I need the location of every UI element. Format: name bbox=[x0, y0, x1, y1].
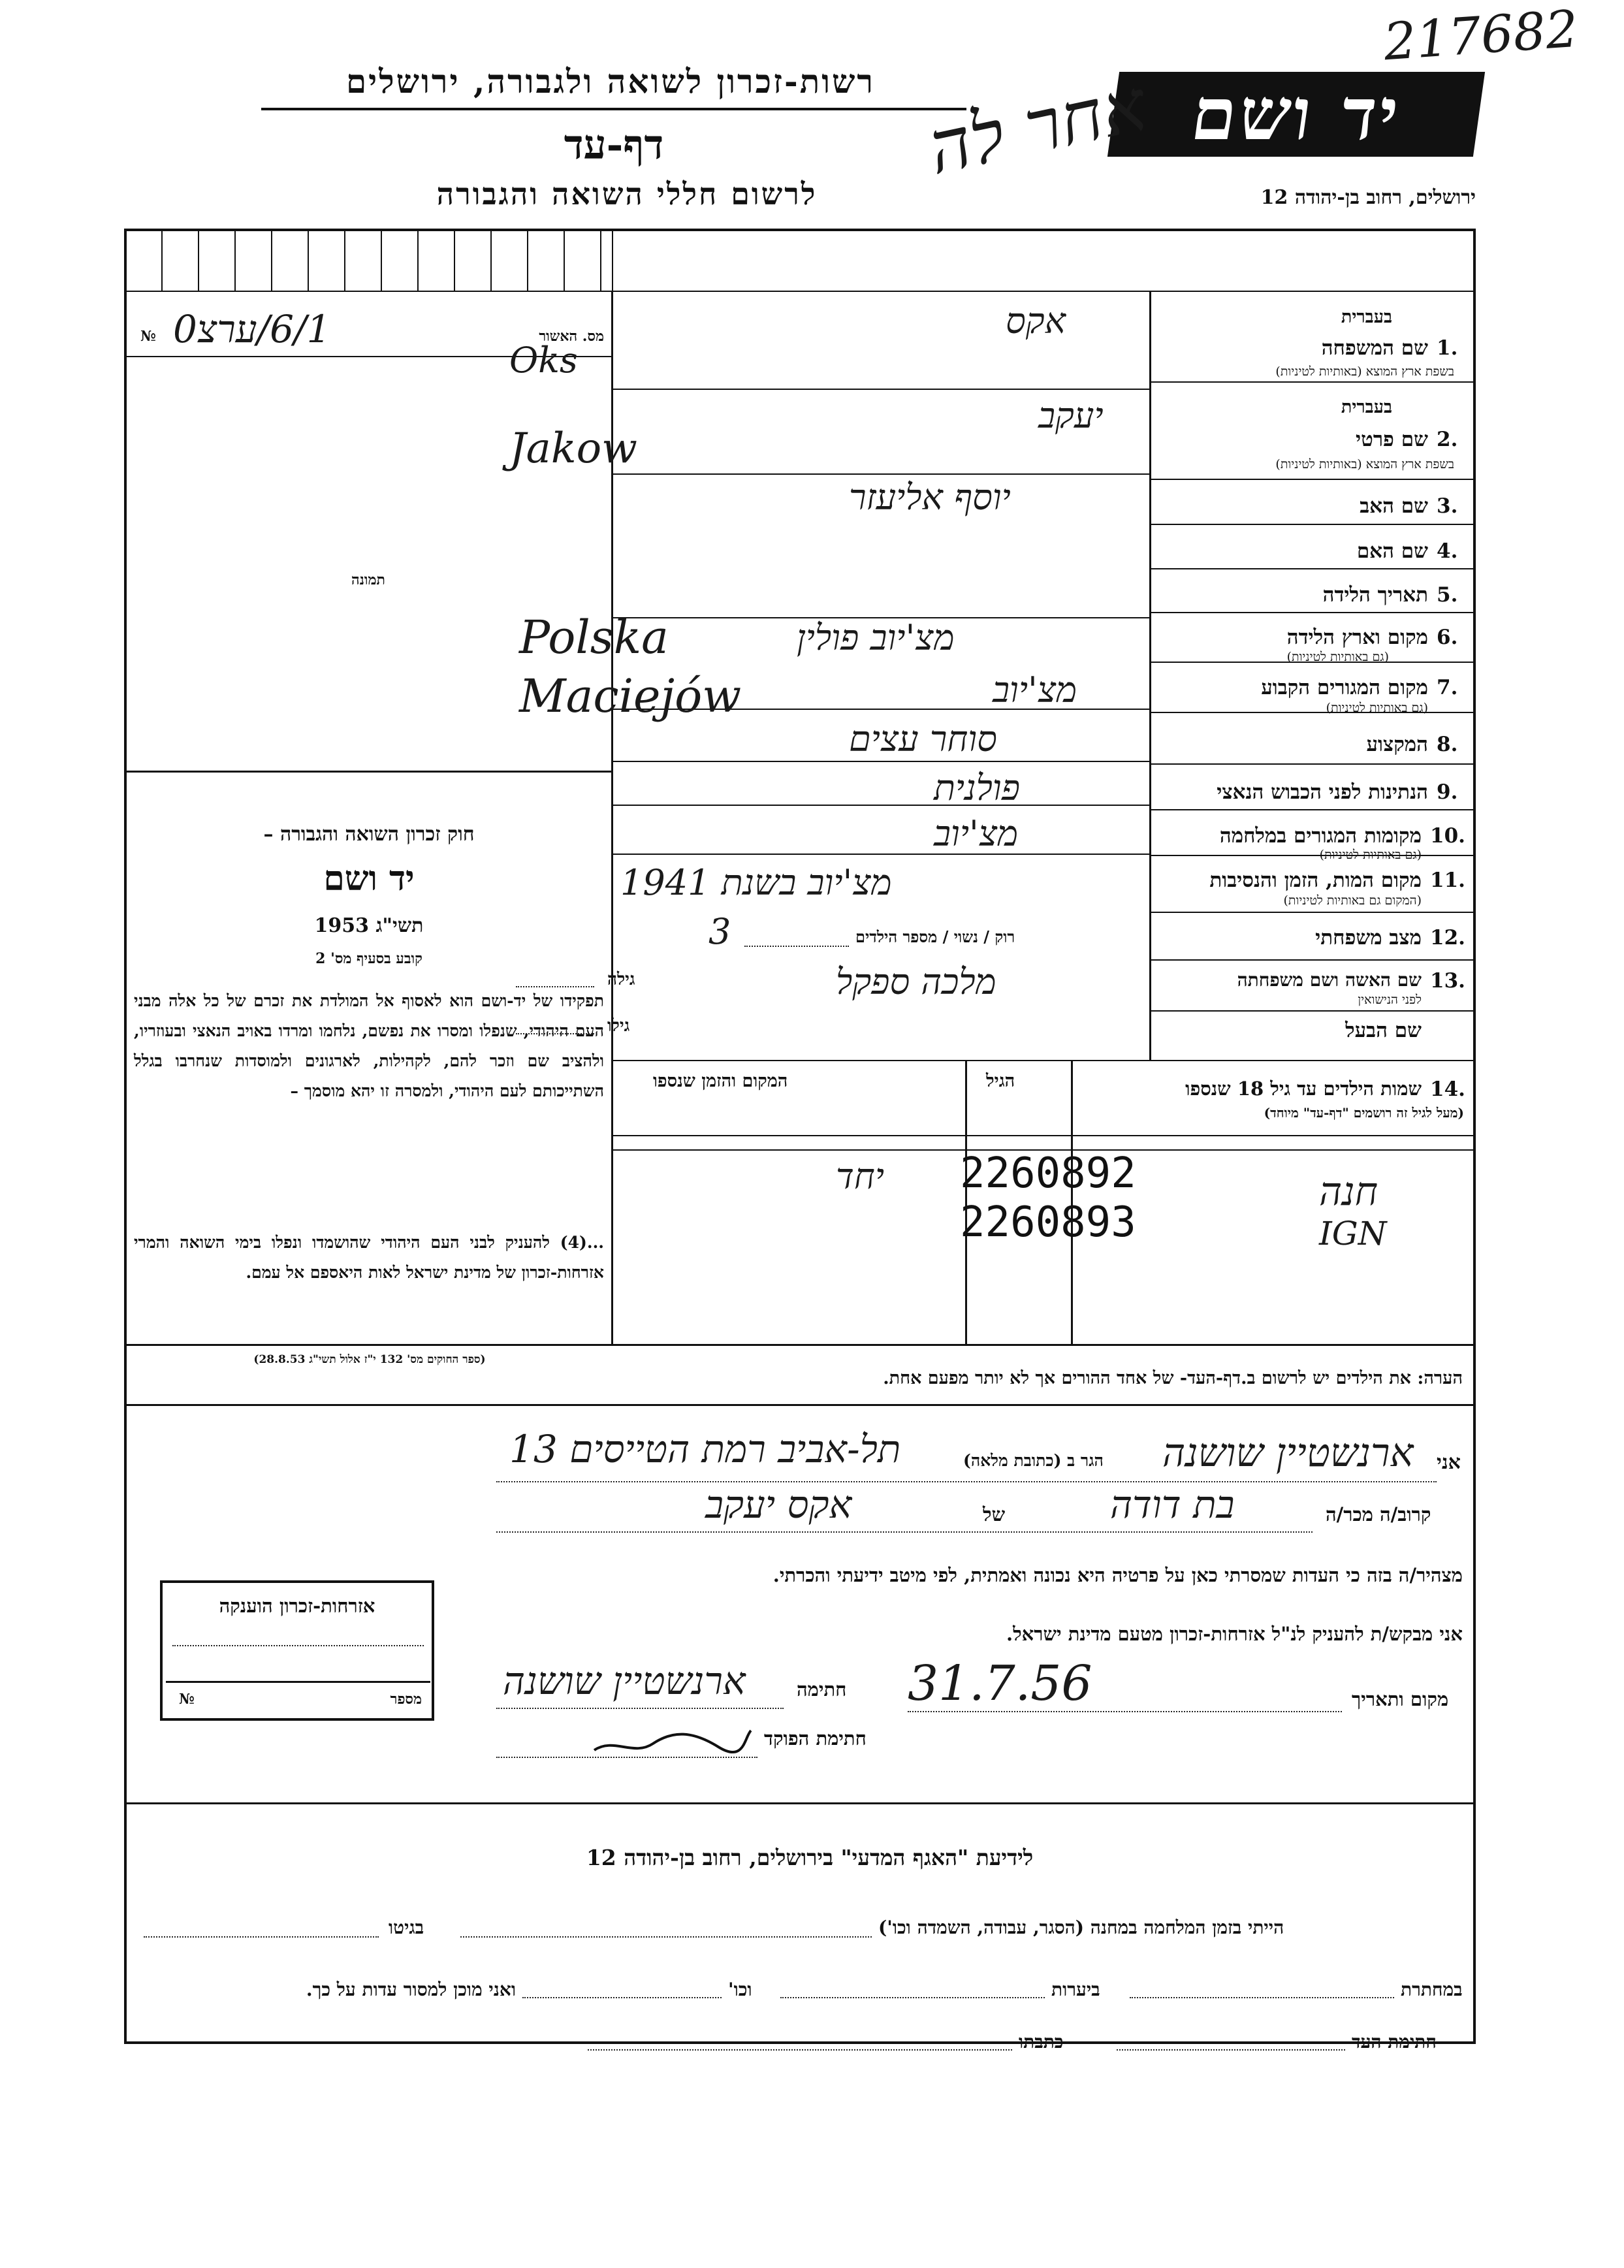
field-1-value-he: אקס bbox=[1006, 300, 1066, 342]
declaration-request: אני מבקש/ת להעניק לנ"ל אזרחות-זכרון מטעם מדינת ישראל. bbox=[1006, 1623, 1463, 1645]
witness-signature-label: חתימת העד bbox=[1352, 2031, 1437, 2052]
approval-no-label: № bbox=[140, 328, 156, 345]
field-1-hebrew-tag: בעברית bbox=[1341, 307, 1392, 327]
field-3-label: שם האב bbox=[1360, 494, 1428, 518]
citizenship-title: אזרחות-זכרון הוענקה bbox=[219, 1595, 375, 1617]
field-6-label: מקום וארץ הלידה bbox=[1286, 626, 1428, 649]
husband-label: שם הבעל bbox=[1345, 1019, 1422, 1042]
field-2-sub: בשפת ארץ המוצא (באותיות לטיניות) bbox=[1275, 457, 1454, 471]
field-7-value-he: מצ'יוב bbox=[993, 669, 1077, 711]
field-1-number: 1. bbox=[1437, 336, 1458, 360]
form-title: דף-עד bbox=[564, 121, 664, 168]
relation-value: בת דודה bbox=[1110, 1482, 1235, 1527]
field-13-age-label: גילה bbox=[607, 970, 635, 989]
field-1-sub: בשפת ארץ המוצא (באותיות לטיניות) bbox=[1275, 364, 1454, 379]
field-12-status-options: רוק / נשוי / מספר הילדים bbox=[855, 927, 1015, 946]
form-subtitle: לרשום חללי השואה והגבורה bbox=[436, 176, 818, 212]
field-10-label: מקומות המגורים במלחמה bbox=[1219, 824, 1422, 848]
citizenship-box bbox=[160, 1580, 434, 1721]
field-6-sub: (גם באותיות לטיניות) bbox=[1286, 650, 1389, 664]
footer-ready: ואני מוכן למסור עדות על כך. bbox=[306, 1979, 516, 2000]
field-9-value: פולנית bbox=[934, 767, 1021, 808]
place-date-label: מקום ותאריך bbox=[1352, 1688, 1449, 1710]
approval-value: 6/1/ערצ0 bbox=[173, 307, 331, 351]
child-1-ref: 2260892 bbox=[960, 1149, 1136, 1198]
field-1-value-latin: Oks bbox=[509, 340, 578, 381]
declaration-statement: מצהיר/ה בזה כי העדות שמסרתי כאן על פרטיה היא נכונה ואמתית, לפי מיטב ידיעתי והכרתי. bbox=[772, 1564, 1463, 1586]
field-1-label: שם המשפחה bbox=[1321, 336, 1428, 360]
child-1-place: יחד bbox=[836, 1156, 884, 1197]
field-8-number: 8. bbox=[1437, 733, 1458, 756]
field-8-label: המקצוע bbox=[1366, 733, 1428, 756]
footer-ghetto: בגיטו bbox=[389, 1917, 424, 1938]
declarant-resides: הגר ב (כתובת מלאה) bbox=[963, 1451, 1104, 1470]
law-clause: קובע בסעיף מס' 2 bbox=[315, 950, 422, 967]
archive-number: 217682 bbox=[1382, 0, 1580, 72]
field-11-sub: (המקום גם באותיות לטיניות) bbox=[1283, 893, 1422, 908]
field-9-number: 9. bbox=[1437, 780, 1458, 804]
field-3-value: יוסף אליעזר bbox=[849, 477, 1011, 518]
handwritten-note: אחר לה bbox=[921, 63, 1153, 191]
yad-vashem-logo bbox=[1107, 72, 1485, 157]
footer-hiding: במחתרת bbox=[1401, 1979, 1463, 2000]
children-sub: (מעל לגיל זה רושמים "דף-עד" מיוחד) bbox=[1264, 1105, 1464, 1121]
of-value: אקס יעקב bbox=[705, 1482, 852, 1527]
field-7-value-latin: Maciejów bbox=[519, 669, 742, 723]
field-7-label: מקום המגורים הקבוע bbox=[1261, 676, 1428, 699]
field-13-label: שם האשה ושם משפחתה bbox=[1237, 969, 1422, 991]
field-13-value: מלכה ספקל bbox=[836, 961, 996, 1002]
field-2-label: שם פרטי bbox=[1355, 428, 1428, 451]
field-11-number: 11. bbox=[1430, 869, 1465, 892]
field-2-value-he: יעקב bbox=[1038, 395, 1104, 436]
field-5-number: 5. bbox=[1437, 583, 1458, 607]
children-number: 14. bbox=[1430, 1078, 1465, 1101]
footer-etc: וכו' bbox=[728, 1979, 752, 2000]
field-13-number: 13. bbox=[1430, 969, 1465, 993]
law-text: תפקידו של יד-ושם הוא לאסוף אל המולדת את זכרם של כל אלה מבני העם היהודי, שנפלו ומסרו את נפשם, נלחמו ומרדו באויב הנאצי ובעוזריו, ולהציב שם וזכר להם, לקהילות, לארגונים ולמוסדות שנחרבו בגלל השתייכותם לעם היהודי, ולמסרה זו יהא מוסמך – bbox=[134, 991, 604, 1100]
approval-label: מס. האשור bbox=[539, 328, 604, 345]
field-11-label: מקום המות, הזמן והנסיבות bbox=[1209, 869, 1422, 892]
field-12-label: מצב משפחתי bbox=[1315, 926, 1422, 950]
field-2-hebrew-tag: בעברית bbox=[1341, 397, 1392, 417]
field-6-value-latin: Polska bbox=[519, 611, 669, 664]
footer-forests: ביערות bbox=[1051, 1979, 1100, 2000]
field-8-value: סוחר עצים bbox=[849, 718, 997, 759]
field-7-number: 7. bbox=[1437, 676, 1458, 699]
signature-label: חתימה bbox=[797, 1678, 847, 1701]
field-13-sub: לפני הנישואין bbox=[1358, 993, 1422, 1007]
husband-age-label: גילו bbox=[607, 1016, 630, 1036]
declarant-name: ארנשטיין שושנה bbox=[1162, 1430, 1414, 1476]
field-3-number: 3. bbox=[1437, 494, 1458, 518]
logo-text: יד ושם bbox=[1186, 72, 1407, 156]
official-signature-label: חתימת הפוקד bbox=[764, 1727, 867, 1749]
field-10-sub: (גם באותיות לטיניות) bbox=[1319, 848, 1422, 862]
witness-address-label: כתבתו bbox=[1019, 2031, 1064, 2052]
footer-title: לידיעת "האגף המדעי" בירושלים, רחוב בן-יהודה 12 bbox=[586, 1845, 1034, 1870]
citizenship-number-label: מספר bbox=[390, 1691, 422, 1708]
field-6-value-he: מצ'יוב פולין bbox=[797, 617, 955, 658]
official-signature bbox=[588, 1711, 757, 1763]
child-2-ref: 2260893 bbox=[960, 1198, 1136, 1247]
field-4-label: שם האם bbox=[1356, 539, 1428, 563]
of-label: של bbox=[983, 1503, 1006, 1525]
age-header: הגיל bbox=[986, 1071, 1015, 1091]
child-1-name: חנה bbox=[1319, 1169, 1378, 1215]
field-10-number: 10. bbox=[1430, 824, 1465, 848]
signature-value: ארנשטיין שושנה bbox=[503, 1659, 746, 1703]
field-2-value-latin: Jakow bbox=[509, 424, 637, 473]
field-11-value: מצ'יוב בשנת 1941 bbox=[620, 862, 892, 903]
citizenship-no-label: № bbox=[179, 1691, 195, 1708]
note-text: הערה: את הילדים יש לרשום ב.דף-העד- של אחד ההורים אך לא יותר מפעם אחת. bbox=[883, 1368, 1463, 1388]
field-5-label: תאריך הלידה bbox=[1322, 583, 1428, 607]
law-year: תשי"ג 1953 bbox=[314, 914, 424, 937]
law-name: יד ושם bbox=[323, 859, 415, 899]
law-title: חוק זכרון השואה והגבורה – bbox=[263, 823, 475, 846]
relation-label: קרוב/ה מכר/ה bbox=[1326, 1503, 1431, 1525]
footer-camp-line: הייתי בזמן המלחמה במחנה (הסגר, עבודה, השמדה וכו') bbox=[878, 1917, 1284, 1938]
field-2-number: 2. bbox=[1437, 428, 1458, 451]
photo-label: תמונה bbox=[351, 571, 385, 588]
field-6-number: 6. bbox=[1437, 626, 1458, 649]
law-reference: (ספר החוקים מס' 132 י"ז אלול תשי"ג 28.8.53) bbox=[253, 1353, 486, 1366]
law-text-2: ...(4) להעניק לבני העם היהודי שהושמדו ונפלו בימי השואה והמרי אזרחות-זכרון של מדינת ישראל לאות היאספם אל עמם. bbox=[134, 1233, 604, 1282]
authority-name: רשות-זכרון לשואה ולגבורה, ירושלים bbox=[345, 62, 875, 101]
declarant-address: תל-אביב רמת הטייסים 13 bbox=[509, 1427, 901, 1471]
children-label: שמות הילדים עד גיל 18 שנספו bbox=[1185, 1078, 1422, 1100]
field-9-label: הנתינות לפני הכבוש הנאצי bbox=[1217, 780, 1428, 804]
field-10-value: מצ'יוב bbox=[934, 813, 1019, 854]
address: ירושלים, רחוב בן-יהודה 12 bbox=[1260, 186, 1476, 209]
field-12-children: 3 bbox=[709, 911, 731, 952]
top-grid bbox=[125, 230, 1474, 292]
place-header: המקום והזמן שנספו bbox=[653, 1071, 788, 1091]
field-7-sub: (גם באותיות לטיניות) bbox=[1326, 701, 1428, 715]
child-2-name: IGN bbox=[1319, 1215, 1387, 1253]
field-4-number: 4. bbox=[1437, 539, 1458, 563]
field-12-number: 12. bbox=[1430, 926, 1465, 950]
date-value: 31.7.56 bbox=[908, 1655, 1092, 1712]
declaration-ani: אני bbox=[1437, 1451, 1461, 1474]
